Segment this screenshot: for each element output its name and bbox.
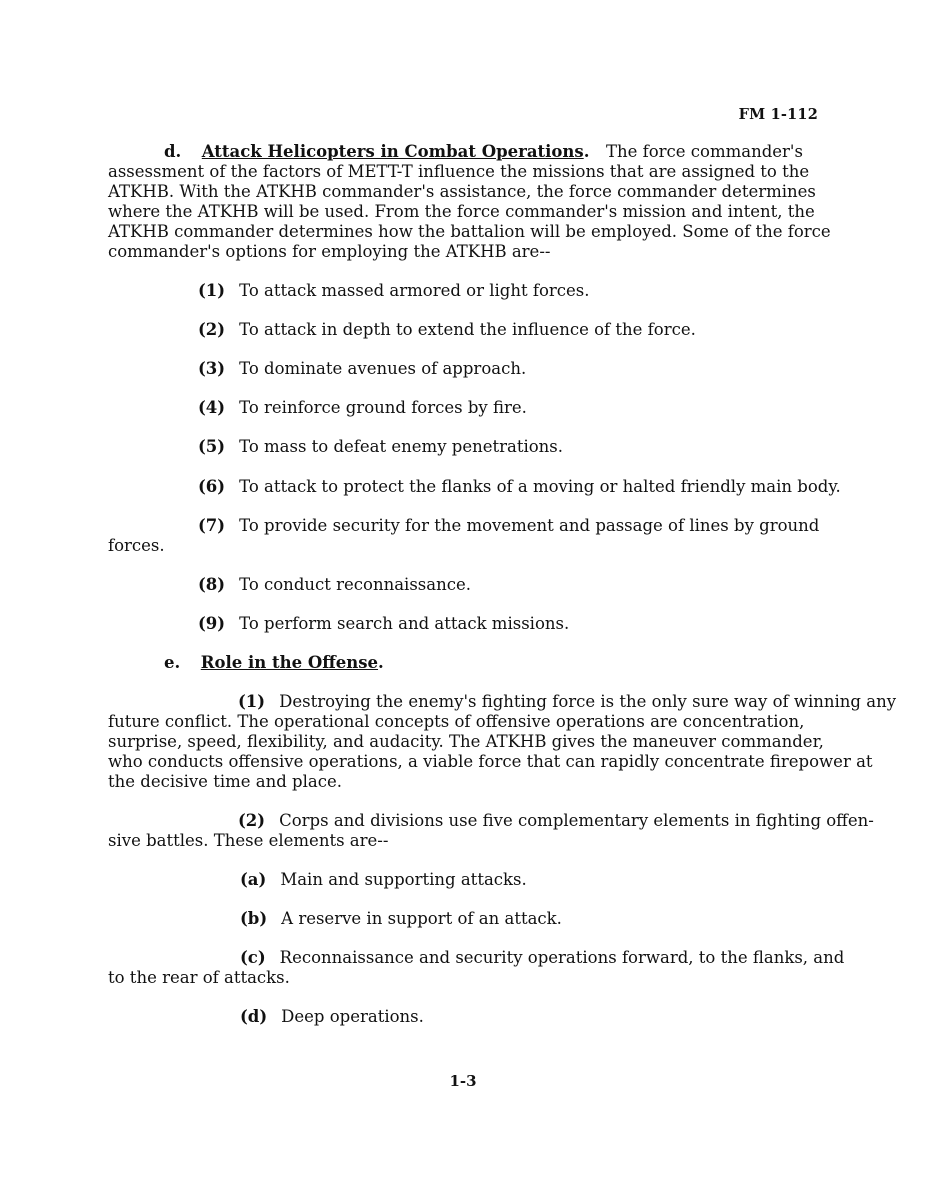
list-item-number: (8) [198,575,226,594]
list-item-number: (d) [240,1007,268,1026]
section-e-para1-line: future conflict. The operational concepts of offensive operations are concentration, [108,712,805,731]
section-e-para1-line: the decisive time and place. [108,772,342,791]
list-item [198,437,563,457]
section-e-para2-line: sive battles. These elements are-- [108,831,389,850]
section-e-letter: e. [164,653,181,672]
para-text: Destroying the enemy's fighting force is the only sure way of winning any [279,692,897,711]
list-item-number: (9) [198,614,226,633]
section-e-title-period: . [378,653,384,672]
document-code: FM 1-112 [738,106,818,123]
section-d-title: Attack Helicopters in Combat Operations [201,142,584,161]
section-d-heading-line [164,142,803,162]
section-e-para1-first-line [238,692,896,712]
list-item-number: (4) [198,398,226,417]
list-item-text: Reconnaissance and security operations forward, to the flanks, and [279,948,845,967]
list-item-number: (5) [198,437,226,456]
list-item-text: A reserve in support of an attack. [281,909,562,928]
list-item-number: (7) [198,516,226,535]
list-item [198,320,696,340]
para-number: (2) [238,811,266,830]
list-item-continuation: forces. [108,536,165,555]
para-text: Corps and divisions use five complementary elements in fighting offen- [279,811,874,830]
list-item-number: (3) [198,359,226,378]
section-d-line-1: assessment of the factors of METT-T influence the missions that are assigned to the [108,162,810,181]
list-item [198,281,590,301]
list-item [198,359,526,379]
list-item-text: To attack in depth to extend the influence of the force. [239,320,696,339]
list-item [198,398,527,418]
list-item-number: (c) [240,948,266,967]
section-e-title: Role in the Offense [200,653,379,672]
section-e-para1-line: surprise, speed, flexibility, and audacity. The ATKHB gives the maneuver commander, [108,732,824,751]
list-item-text: Deep operations. [281,1007,424,1026]
section-d-line-4: ATKHB commander determines how the battalion will be employed. Some of the force [108,222,831,241]
list-item-text: Main and supporting attacks. [280,870,527,889]
list-item [240,870,527,890]
list-item-text: To mass to defeat enemy penetrations. [239,437,564,456]
list-item-number: (a) [240,870,267,889]
list-item [198,516,819,536]
list-item-number: (1) [198,281,226,300]
list-item [198,614,569,634]
section-e-heading-line [164,653,384,673]
list-item-text: To attack massed armored or light forces. [239,281,590,300]
list-item [198,575,471,595]
section-d-line-5: commander's options for employing the ATKHB are-- [108,242,551,261]
list-item-text: To dominate avenues of approach. [239,359,527,378]
section-e-para1-line: who conducts offensive operations, a viable force that can rapidly concentrate firepower at [108,752,873,771]
list-item-number: (b) [240,909,268,928]
para-number: (1) [238,692,266,711]
list-item-number: (2) [198,320,226,339]
section-d-line-2: ATKHB. With the ATKHB commander's assistance, the force commander determines [108,182,816,201]
list-item [240,1007,424,1027]
list-item-text: To perform search and attack missions. [239,614,570,633]
list-item-text: To attack to protect the flanks of a moving or halted friendly main body. [239,477,841,496]
list-item-text: To provide security for the movement and passage of lines by ground [239,516,820,535]
list-item-text: To reinforce ground forces by fire. [239,398,527,417]
list-item [240,948,844,968]
list-item [240,909,562,929]
list-item-continuation: to the rear of attacks. [108,968,290,987]
section-d-line-3: where the ATKHB will be used. From the force commander's mission and intent, the [108,202,815,221]
section-d-title-period: . [583,142,590,161]
list-item [198,477,841,497]
section-d-line-0: The force commander's [605,142,803,161]
page-number: 1-3 [449,1072,477,1090]
list-item-text: To conduct reconnaissance. [239,575,471,594]
section-d-letter: d. [164,142,182,161]
list-item-number: (6) [198,477,226,496]
section-e-para2-first-line [238,811,874,831]
